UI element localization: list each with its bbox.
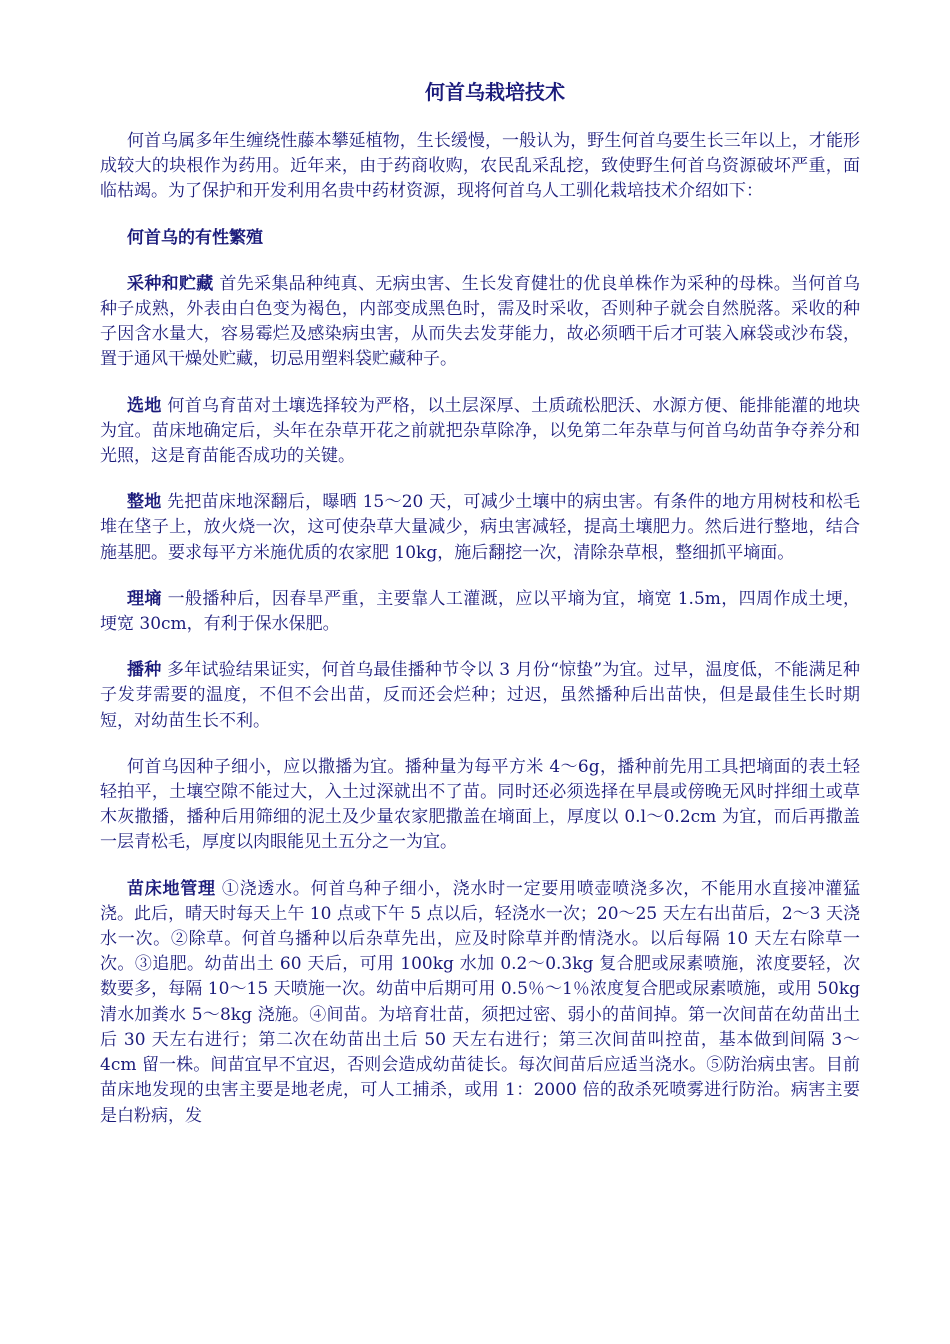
paragraph-term: 选地 — [127, 395, 162, 416]
paragraph-term: 采种和贮藏 — [127, 273, 214, 294]
intro-paragraph: 何首乌属多年生缠绕性藤本攀延植物，生长缓慢，一般认为，野生何首乌要生长三年以上，才能形成较大的块根作为药用。近年来，由于药商收购，农民乱采乱挖，致使野生何首乌资源破坏严重，面临枯竭。为了保护和开发利用名贵中药材资源，现将何首乌人工驯化栽培技术介绍如下： — [100, 131, 860, 202]
paragraph-term: 播种 — [127, 660, 162, 681]
section-heading: 何首乌的有性繁殖 — [127, 227, 263, 248]
paragraph-term: 理墒 — [127, 588, 162, 609]
paragraph-text: 何首乌育苗对土壤选择较为严格，以土层深厚、土质疏松肥沃、水源方便、能排能灌的地块为宜。苗床地确定后，头年在杂草开花之前就把杂草除净，以免第二年杂草与何首乌幼苗争夺养分和光照，这是育苗能否成功的关键。 — [100, 395, 861, 467]
paragraph-text: ①浇透水。何首乌种子细小，浇水时一定要用喷壶喷浇多次，不能用水直接冲灌猛浇。此后，晴天时每天上午 10 点或下午 5 点以后，轻浇水一次；20～25 天左右出苗后，2～3 天浇水一次。②除草。何首乌播种以后杂草先出，应及时除草并酌情浇水。以后每隔 10 天左右除草一次。③追肥。幼苗出土 60 天后，可用 100kg 水加 0.2～0.3kg 复合肥或尿素喷施，浓度要轻，次数要多，每隔 10～15 天喷施一次。幼苗中后期可用 0.5％～1％浓度复合肥或尿素喷施，或用 50kg 清水加粪水 5～8kg 浇施。④间苗。为培育壮苗，须把过密、弱小的苗间掉。第一次间苗在幼苗出土后 30 天左右进行；第二次在幼苗出土后 50 天左右进行；第三次间苗叫控苗，基本做到间隔 3～4cm 留一株。间苗宜早不宜迟，否则会造成幼苗徒长。每次间苗后应适当浇水。⑤防治病虫害。目前苗床地发现的虫害主要是地老虎，可人工捕杀，或用 1：2000 倍的敌杀死喷雾进行防治。病害主要是白粉病，发 — [100, 878, 860, 1126]
paragraph-text: 多年试验结果证实，何首乌最佳播种节令以 3 月份“惊蛰”为宜。过早，温度低，不能满足种子发芽需要的温度，不但不会出苗，反而还会烂种；过迟，虽然播种后出苗快，但是最佳生长时期短，对幼苗生长不利。 — [100, 660, 860, 731]
paragraph-sowing — [100, 658, 860, 734]
document-title: 何首乌栽培技术 — [425, 80, 565, 104]
paragraph-seed-collection — [100, 272, 860, 373]
paragraph-text: 首先采集品种纯真、无病虫害、生长发育健壮的优良单株作为采种的母株。当何首乌种子成熟，外表由白色变为褐色，内部变成黑色时，需及时采收，否则种子就会自然脱落。采收的种子因含水量大，容易霉烂及感染病虫害，从而失去发芽能力，故必须晒干后才可装入麻袋或沙布袋，置于通风干燥处贮藏，切忌用塑料袋贮藏种子。 — [100, 273, 861, 370]
document-page — [100, 74, 860, 1150]
paragraph-text: 何首乌因种子细小，应以撒播为宜。播种量为每平方米 4～6g，播种前先用工具把墒面的表土轻轻拍平，土壤空隙不能过大，入土过深就出不了苗。同时还必须选择在早晨或傍晚无风时拌细土或草木灰撒播，播种后用筛细的泥土及少量农家肥撒盖在墒面上，厚度以 0.l～0.2cm 为宜，而后再撒盖一层青松毛，厚度以肉眼能见土五分之一为宜。 — [100, 756, 860, 853]
paragraph-term: 苗床地管理 — [127, 878, 216, 899]
paragraph-text: 一般播种后，因春旱严重，主要靠人工灌溉，应以平墒为宜，墒宽 1.5m，四周作成土埂，埂宽 30cm，有利于保水保肥。 — [100, 588, 861, 635]
paragraph-broadcast-sowing — [100, 755, 860, 856]
paragraph-nursery-management — [100, 877, 860, 1129]
paragraph-site-selection — [100, 394, 860, 470]
paragraph-term: 整地 — [127, 492, 162, 513]
paragraph-text: 先把苗床地深翻后，曝晒 15～20 天，可减少土壤中的病虫害。有条件的地方用树枝和松毛堆在垡子上，放火烧一次，这可使杂草大量减少，病虫害减轻，提高土壤肥力。然后进行整地，结合施基肥。要求每平方米施优质的农家肥 10kg，施后翻挖一次，清除杂草根，整细抓平墒面。 — [100, 492, 861, 563]
paragraph-land-preparation — [100, 490, 860, 566]
paragraph-bed-forming — [100, 587, 860, 637]
